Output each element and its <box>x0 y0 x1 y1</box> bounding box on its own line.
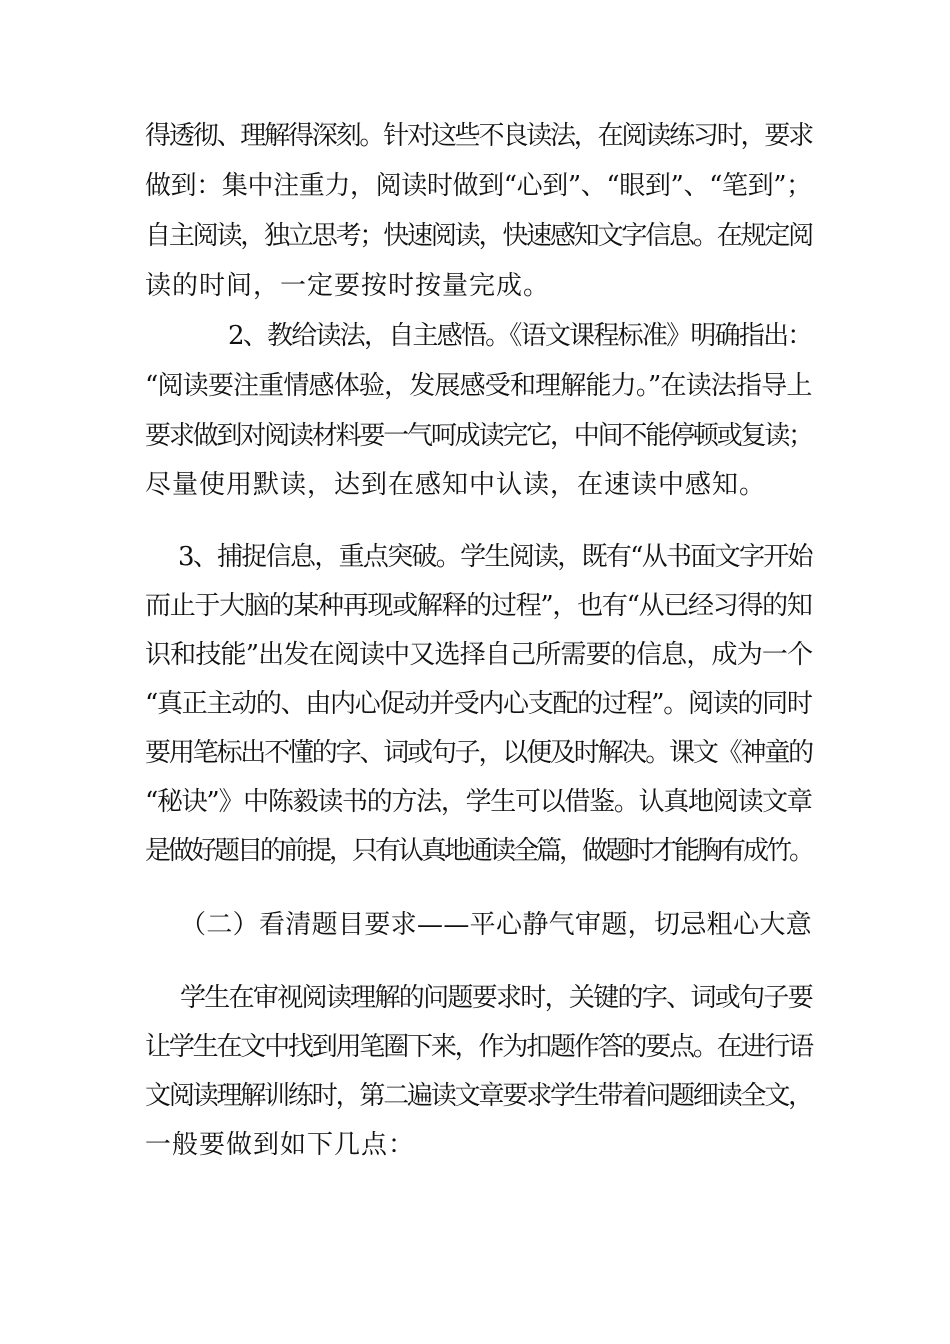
paragraph-1-line-3: 自主阅读，独立思考；快速阅读，快速感知文字信息。在规定阅 <box>145 221 813 251</box>
paragraph-1-line-1: 得透彻、理解得深刻。针对这些不良读法，在阅读练习时，要求 <box>145 121 813 151</box>
paragraph-3-line-1: 3、捕捉信息，重点突破。学生阅读，既有“从书面文字开始 <box>178 542 812 572</box>
paragraph-2-line-3: 要求做到对阅读材料要一气呵成读完它，中间不能停顿或复读； <box>145 421 813 451</box>
paragraph-2-line-1: 2、教给读法，自主感悟。《语文课程标准》明确指出： <box>228 321 812 351</box>
paragraph-1-line-2: 做到：集中注重力，阅读时做到“心到”、“眼到”、“笔到”； <box>145 171 812 201</box>
paragraph-4-line-4: 一般要做到如下几点： <box>145 1130 416 1160</box>
paragraph-3-line-7: 是做好题目的前提，只有认真地通读全篇，做题时才能胸有成竹。 <box>145 836 813 866</box>
paragraph-4-line-2: 让学生在文中找到用笔圈下来，作为扣题作答的要点。在进行语 <box>145 1032 813 1062</box>
section-heading: （二）看清题目要求——平心静气审题，切忌粗心大意 <box>180 910 813 940</box>
paragraph-3-line-6: “秘诀”》中陈毅读书的方法，学生可以借鉴。认真地阅读文章 <box>145 787 812 817</box>
paragraph-2-line-2: “阅读要注重情感体验，发展感受和理解能力。”在读法指导上 <box>145 371 812 401</box>
paragraph-4-line-3: 文阅读理解训练时，第二遍读文章要求学生带着问题细读全文， <box>145 1081 813 1111</box>
paragraph-3-line-2: 而止于大脑的某种再现或解释的过程”，也有“从已经习得的知 <box>145 591 812 621</box>
paragraph-2-line-4: 尽量使用默读，达到在感知中认读，在速读中感知。 <box>145 470 767 500</box>
paragraph-4-line-1: 学生在审视阅读理解的问题要求时，关键的字、词或句子要 <box>180 983 813 1013</box>
paragraph-3-line-4: “真正主动的、由内心促动并受内心支配的过程”。阅读的同时 <box>145 689 812 719</box>
paragraph-3-line-3: 识和技能”出发在阅读中又选择自己所需要的信息，成为一个 <box>145 640 813 670</box>
paragraph-1-line-4: 读的时间，一定要按时按量完成。 <box>145 271 551 301</box>
paragraph-3-line-5: 要用笔标出不懂的字、词或句子，以便及时解决。课文《神童的 <box>145 738 813 768</box>
